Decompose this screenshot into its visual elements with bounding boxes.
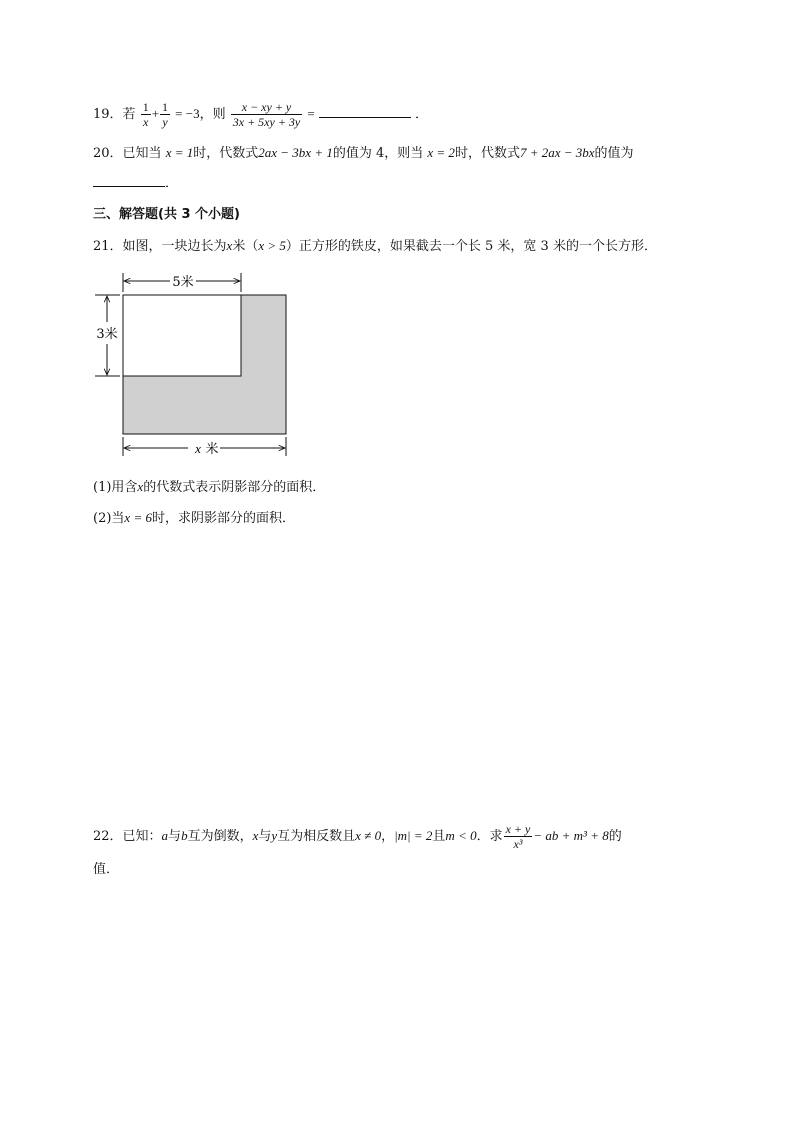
q22-fraction: $\frac{x + y}{\text{x³}}$ xyxy=(505,822,531,851)
top-dim-label: 5米 xyxy=(172,275,194,290)
question-22: 22．已知：a与b互为倒数，x与y互为相反数且x ≠ 0，|m| = 2且m < 0．求 $\frac{x + y}{\text{x³}}$ − ab + m³ + 8的 xyxy=(93,822,622,851)
left-dim-label: 3米 xyxy=(96,327,118,342)
q19-fraction-3: $\frac{x - xy + y}{3x + 5xy + 3y}$ xyxy=(232,100,301,129)
q21-part-1: (1)用含x的代数式表示阴影部分的面积． xyxy=(93,479,326,495)
question-20: 20．已知当 x = 1时，代数式2ax − 3bx + 1的值为 4，则当 x = 2时，代数式7 + 2ax − 3bx的值为 xyxy=(93,145,634,161)
q19-answer-blank[interactable] xyxy=(319,105,411,118)
bottom-dim-var: x xyxy=(195,441,201,456)
q21-figure xyxy=(90,268,300,464)
question-21: 21．如图，一块边长为x米（x > 5）正方形的铁皮，如果截去一个长 5 米，宽 3 米的一个长方形． xyxy=(93,238,657,254)
q19-fraction-1: $\frac{1}{x}$ xyxy=(142,100,149,129)
q20-answer-blank[interactable] xyxy=(93,174,165,187)
question-22-line-2: 值． xyxy=(93,862,120,877)
cut-rectangle xyxy=(123,295,241,376)
q19-fraction-2: $\frac{1}{y}$ xyxy=(162,100,169,129)
section-3-heading: 三、解答题(共 3 个小题) xyxy=(93,207,240,222)
q19-number: 19．若 xyxy=(93,107,136,122)
q21-part-2: (2)当x = 6时，求阴影部分的面积． xyxy=(93,510,295,526)
question-20-answer-line: ． xyxy=(93,174,178,194)
bottom-dim-unit: 米 xyxy=(205,442,219,457)
question-19: 19．若 $\frac{1}{x}$ + $\frac{1}{y}$ = −3，则 $\frac{x - xy + y}{3x + 5xy + 3y}$ = ． xyxy=(93,100,429,129)
